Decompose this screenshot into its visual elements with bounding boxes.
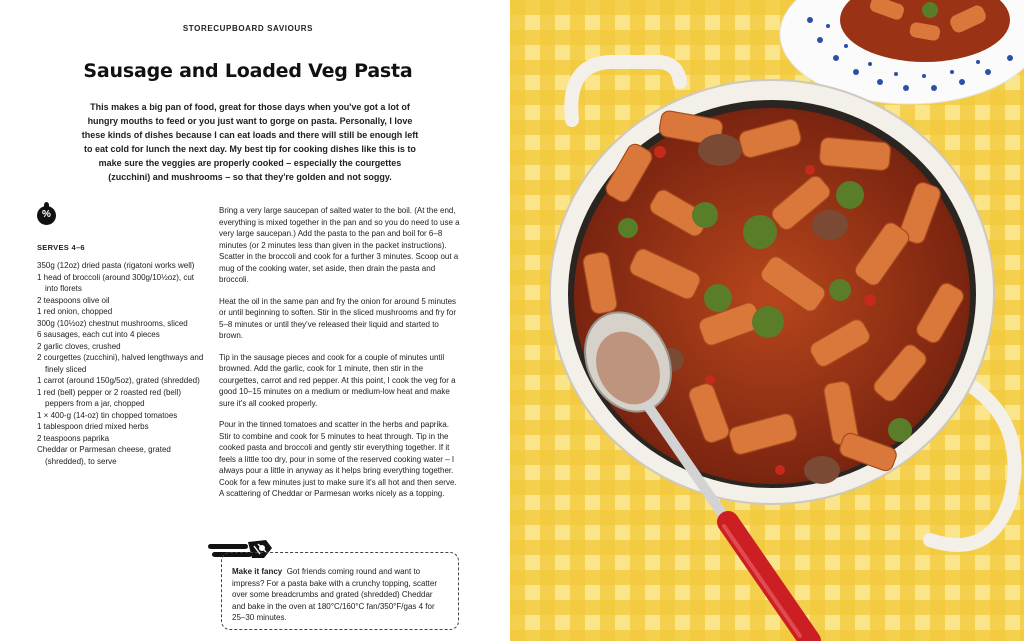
method-step: Pour in the tinned tomatoes and scatter in the herbs and paprika. Stir to combine and cook for 5 minutes to heat through. Tip in the cooked pasta and broccoli and gently stir everything together. If it feels a little too dry, pour in some of the reserved cooking water – I always pour a little in anyway as it helps bring everything together. Cook for a few minutes just to make sure it's all hot and then serve. A scattering of Cheddar or Parmesan works nicely as a topping. <box>219 420 457 498</box>
pasta-pan-photo <box>510 0 1024 641</box>
section-label: STORECUPBOARD SAVIOURS <box>182 24 314 33</box>
method-steps <box>219 205 461 510</box>
ingredient-item: Cheddar or Parmesan cheese, grated (shredded), to serve <box>37 445 171 466</box>
recipe-title: Sausage and Loaded Veg Pasta <box>83 60 413 82</box>
method-step: Bring a very large saucepan of salted water to the boil. (At the end, everything is mixed together in the pan and so you do need to use a very large saucepan.) Add the pasta to the pan and boil for 6–8 minutes (or 2 minutes less than given in the packet instructions). Scatter in the broccoli and cook for a further 3 minutes. Scoop out a mug of the cooking water, set aside, then drain the pasta and broccoli. <box>219 206 460 284</box>
ingredient-item: 1 carrot (around 150g/5oz), grated (shredded) <box>37 376 200 385</box>
make-it-fancy-tip <box>221 552 459 630</box>
ingredient-item: 350g (12oz) dried pasta (rigatoni works well) <box>37 261 195 270</box>
ingredient-item: 1 tablespoon dried mixed herbs <box>37 422 149 431</box>
ingredient-item: 300g (10½oz) chestnut mushrooms, sliced <box>37 318 188 328</box>
badge-symbol: % <box>42 209 51 220</box>
ingredient-item: 2 teaspoons olive oil <box>37 295 110 305</box>
ingredient-item: 1 × 400-g (14-oz) tin chopped tomatoes <box>37 410 178 420</box>
ingredient-item: 2 courgettes (zucchini), halved lengthways and finely sliced <box>37 353 204 374</box>
tomato-percent-badge-icon <box>37 206 56 225</box>
ingredient-item: 1 head of broccoli (around 300g/10½oz), cut into florets <box>37 272 194 293</box>
tip-text: Got friends coming round and want to impress? For a pasta bake with a crunchy topping, scatter over some breadcrumbs and grated (shredded) Cheddar and bake in the oven at 180°C/160°C fan/350°F/gas 4 for 25–30 minutes. <box>232 567 437 622</box>
ingredients-list <box>37 260 207 467</box>
method-step: Heat the oil in the same pan and fry the onion for around 5 minutes or until beginning to soften. Stir in the sliced mushrooms and fry for 5–8 minutes or until they've released their liquid and started to brown. <box>219 296 457 340</box>
recipe-photo-page <box>510 0 1024 641</box>
tip-heading: Make it fancy <box>232 567 283 576</box>
ingredient-item: 6 sausages, each cut into 4 pieces <box>37 330 160 339</box>
ingredient-item: 1 red (bell) pepper or 2 roasted red (bell) peppers from a jar, chopped <box>37 387 182 408</box>
method-step: Tip in the sausage pieces and cook for a couple of minutes until browned. Add the garlic, cook for 1 minute, then stir in the courgettes, carrot and red pepper. At this point, I cook the veg for a good 10–15 minutes on a medium or medium-low heat and make sure it's all cooked properly. <box>219 352 456 408</box>
ingredient-item: 2 garlic cloves, crushed <box>37 341 121 351</box>
ingredient-item: 1 red onion, chopped <box>37 307 113 316</box>
recipe-text-page <box>0 0 510 641</box>
recipe-intro: This makes a big pan of food, great for those days when you've got a lot of hungry mouths to feed or you just want to gorge on pasta. Personally, I love these kinds of dishes because I can eat loads and there will still be enough left to eat cold for lunch the next day. My best tip for cooking dishes like this is to make sure the veggies are properly cooked – especially the courgettes (zucchini) and mushrooms – so that they're golden and not soggy. <box>81 102 419 182</box>
ingredient-item: 2 teaspoons paprika <box>37 433 110 443</box>
serves-label: SERVES 4–6 <box>37 243 85 252</box>
